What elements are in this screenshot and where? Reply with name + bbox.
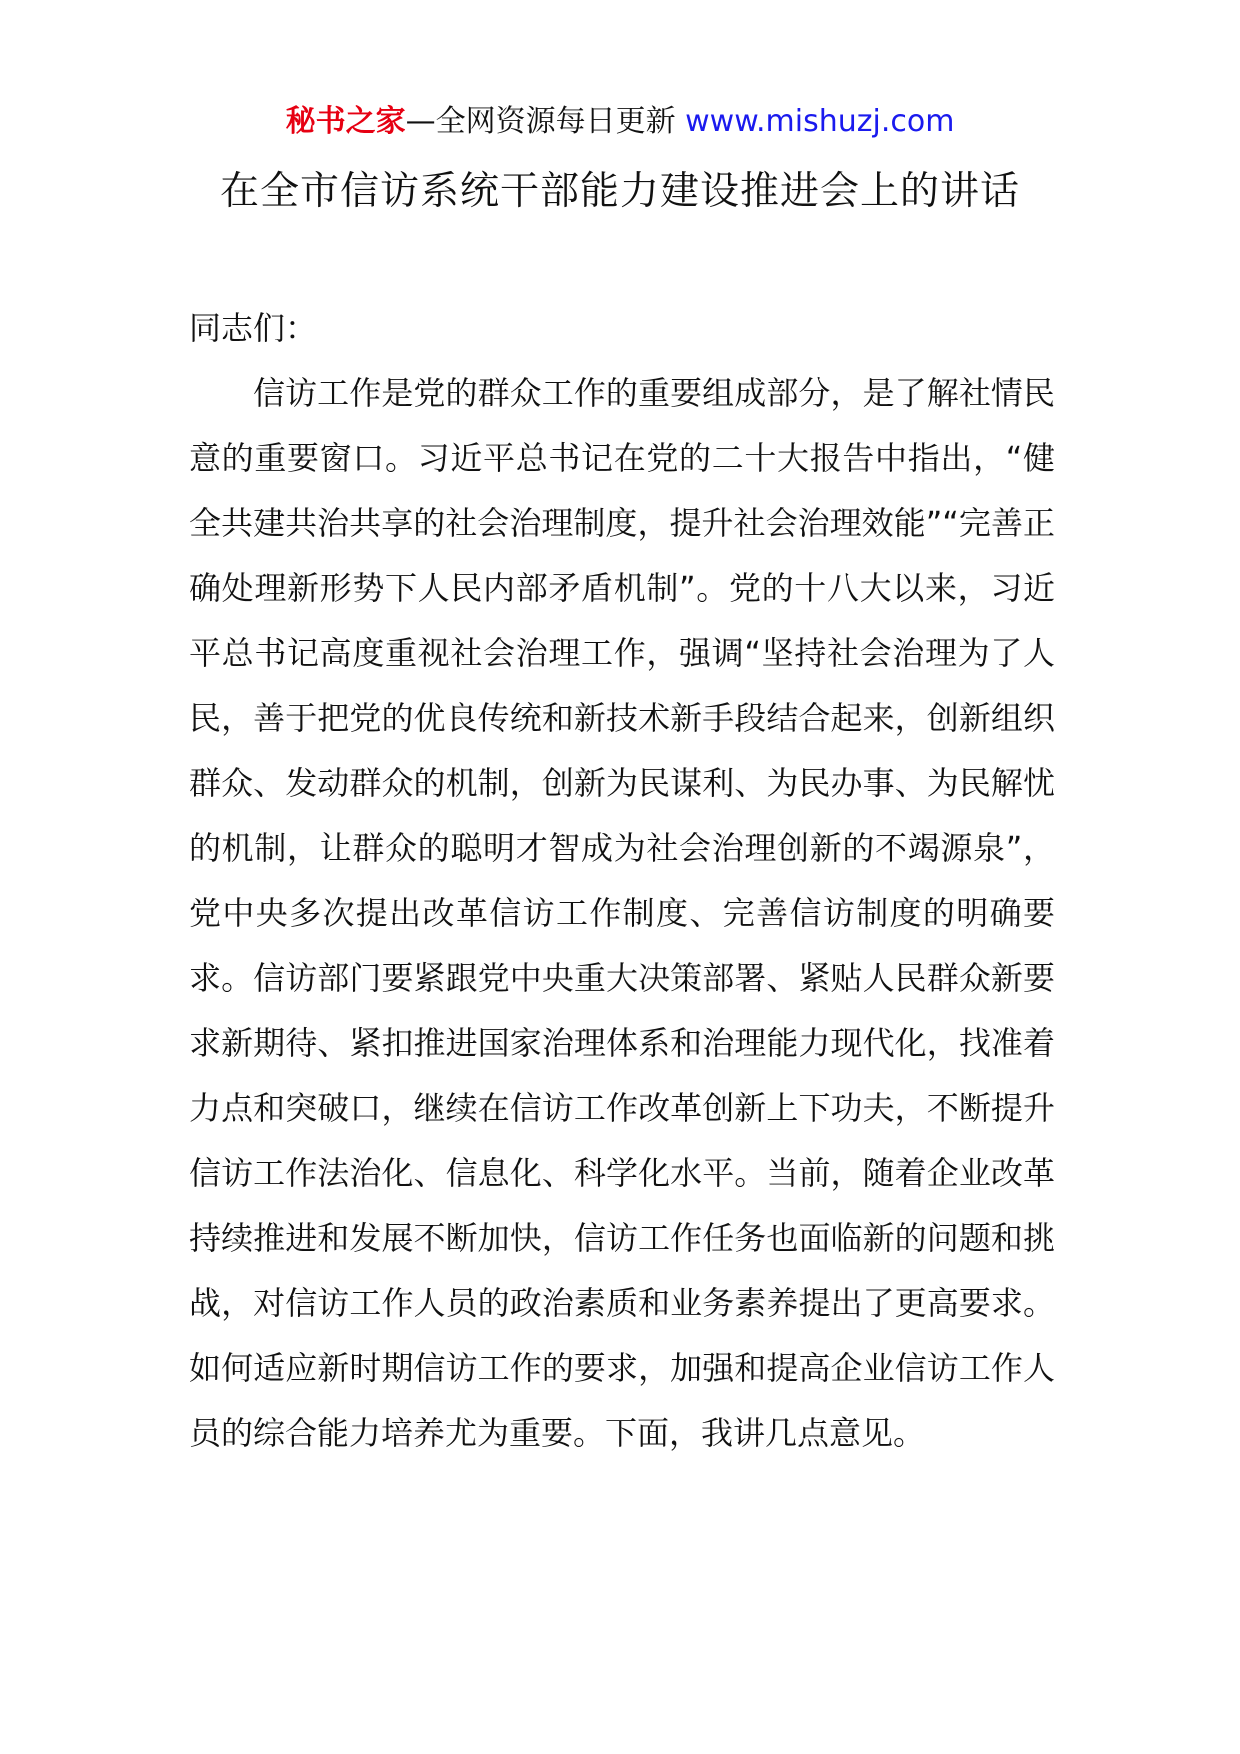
document-body: [189, 296, 1055, 1466]
salutation: 同志们：: [189, 309, 318, 347]
brand-name: 秘书之家: [285, 104, 406, 139]
body-paragraph: 信访工作是党的群众工作的重要组成部分，是了解社情民意的重要窗口。习近平总书记在党的二十大报告中指出，“健全共建共治共享的社会治理制度，提升社会治理效能”“完善正确处理新形势下人民内部矛盾机制”。党的十八大以来，习近平总书记高度重视社会治理工作，强调“坚持社会治理为了人民，善于把党的优良传统和新技术新手段结合起来，创新组织群众、发动群众的机制，创新为民谋利、为民办事、为民解忧的机制，让群众的聪明才智成为社会治理创新的不竭源泉”，党中央多次提出改革信访工作制度、完善信访制度的明确要求。信访部门要紧跟党中央重大决策部署、紧贴人民群众新要求新期待、紧扣推进国家治理体系和治理能力现代化，找准着力点和突破口，继续在信访工作改革创新上下功夫，不断提升信访工作法治化、信息化、科学化水平。当前，随着企业改革持续推进和发展不断加快，信访工作任务也面临新的问题和挑战，对信访工作人员的政治素质和业务素养提出了更高要求。如何适应新时期信访工作的要求，加强和提高企业信访工作人员的综合能力培养尤为重要。下面，我讲几点意见。: [189, 374, 1055, 1452]
site-banner: [0, 100, 1240, 144]
document-title: 在全市信访系统干部能力建设推进会上的讲话: [219, 169, 1020, 214]
site-url-link[interactable]: www.mishuzj.com: [685, 104, 955, 139]
banner-tagline: —全网资源每日更新: [405, 104, 686, 139]
